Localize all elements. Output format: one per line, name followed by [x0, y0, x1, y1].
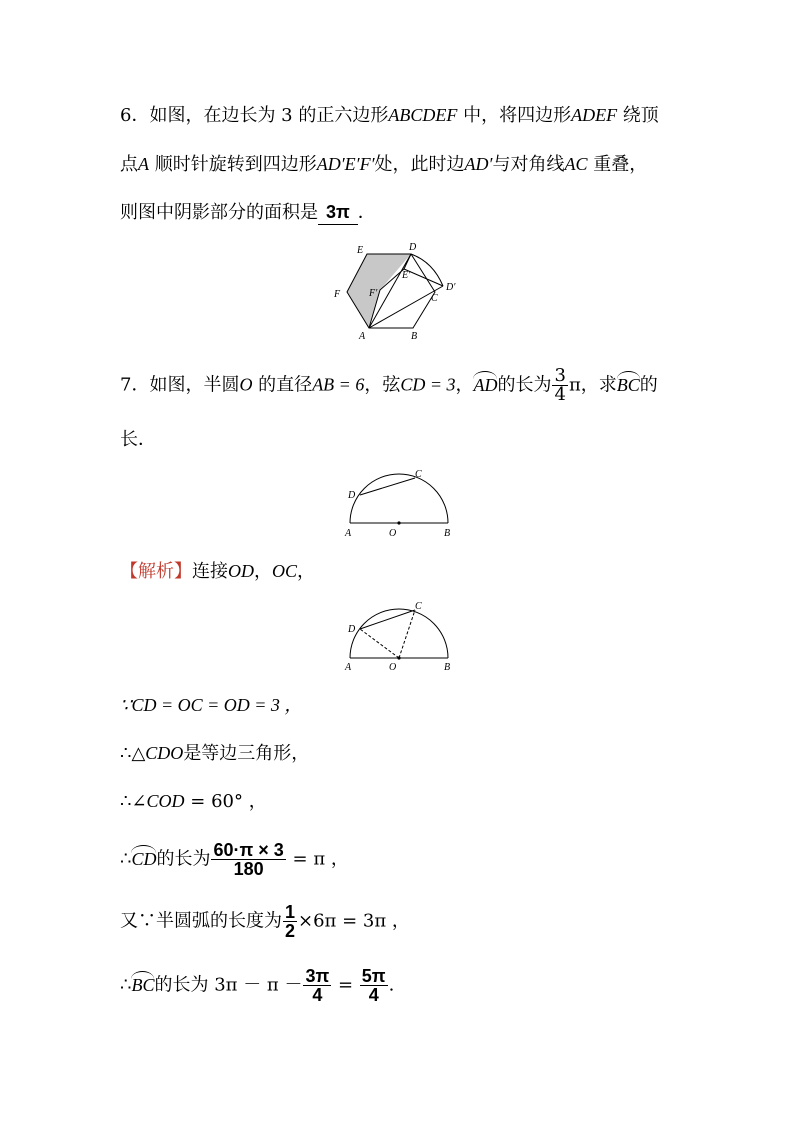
label-E: E — [357, 245, 364, 256]
label-O: O — [389, 662, 397, 673]
fraction-3pi-4: $\frac{3\pi}{4}$ — [305, 966, 330, 1005]
label-C: C — [415, 601, 422, 612]
q7-line-2: 长． — [120, 429, 156, 450]
fraction-5pi-4: $\frac{5\pi}{4}$ — [361, 966, 386, 1005]
label-B: B — [444, 662, 451, 673]
semicircle-figure-1 — [342, 466, 457, 541]
step-6: ∴BC的长为 3π － π － $\frac{3\pi}{4}$ = $\frac{5\pi}{4}$ . — [120, 966, 395, 1005]
label-B: B — [411, 331, 418, 342]
label-A: A — [345, 528, 352, 539]
label-C: C — [415, 469, 422, 480]
step-2: ∴△CDO是等边三角形， — [120, 743, 310, 764]
label-D: D — [348, 490, 356, 501]
q6-line-3: 则图中阴影部分的面积是 3π ． — [120, 202, 376, 223]
step-4: ∴CD的长为 $\frac{60\cdot\pi \times 3}{180}$ = π ， — [120, 840, 349, 879]
fraction-3-4: $\frac{3}{4}$ — [554, 365, 566, 405]
label-B: B — [444, 528, 451, 539]
step-5: 又∵半圆弧的长度为 $\frac{1}{2}$ ×6π = 3π ， — [120, 902, 410, 941]
step-3: ∴∠COD = 60° ， — [120, 791, 267, 812]
shaded-region — [347, 254, 411, 328]
fraction-half: $\frac{1}{2}$ — [285, 902, 296, 941]
step-1: ∵CD = OC = OD = 3 ， — [120, 695, 303, 715]
q6-line-2: 点A 顺时针旋转到四边形AD′E′F′处，此时边AD′与对角线AC 重叠， — [120, 154, 648, 175]
label-F: F — [334, 289, 341, 300]
semicircle-arc — [350, 609, 448, 658]
label-O: O — [389, 528, 397, 539]
fraction-arc-cd: $\frac{60\cdot\pi \times 3}{180}$ — [213, 840, 284, 879]
semicircle-arc — [350, 474, 448, 523]
label-D-prime: D′ — [446, 282, 456, 293]
arc-dd — [411, 254, 443, 286]
hexagon-name: ABCDEF — [388, 105, 458, 125]
semicircle-figure-2 — [342, 599, 457, 674]
arc-bc-result: BC — [131, 974, 155, 995]
radius-oc — [399, 610, 415, 658]
quad-rotated-name: AD′E′F′ — [316, 154, 375, 174]
arc-bc: BC — [616, 374, 640, 395]
label-D: D — [348, 624, 356, 635]
arc-cd: CD — [131, 848, 157, 869]
label-D: D — [409, 242, 417, 253]
label-A: A — [359, 331, 366, 342]
center-dot — [397, 656, 400, 659]
label-F-prime: F′ — [369, 288, 378, 299]
label-A: A — [345, 662, 352, 673]
label-C: C — [431, 293, 438, 304]
solution-tag: 【解析】 — [120, 561, 192, 582]
hexagon-figure — [325, 240, 465, 345]
q6-line-1: 6．如图，在边长为 3 的正六边形ABCDEF 中，将四边形ADEF 绕顶 — [120, 105, 659, 126]
arc-ad: AD — [473, 374, 498, 395]
q7-line-1: 7．如图，半圆O 的直径AB = 6，弦CD = 3，AD的长为 $\frac{3}{4}$ π，求BC的 — [120, 365, 658, 405]
center-dot — [397, 521, 400, 524]
answer-blank: 3π — [318, 200, 358, 225]
solution-intro: 【解析】连接OD，OC， — [120, 561, 316, 582]
label-E-prime: E′ — [402, 270, 411, 281]
chord-cd — [360, 478, 415, 495]
quad-name: ADEF — [571, 105, 618, 125]
radius-od — [360, 629, 399, 658]
